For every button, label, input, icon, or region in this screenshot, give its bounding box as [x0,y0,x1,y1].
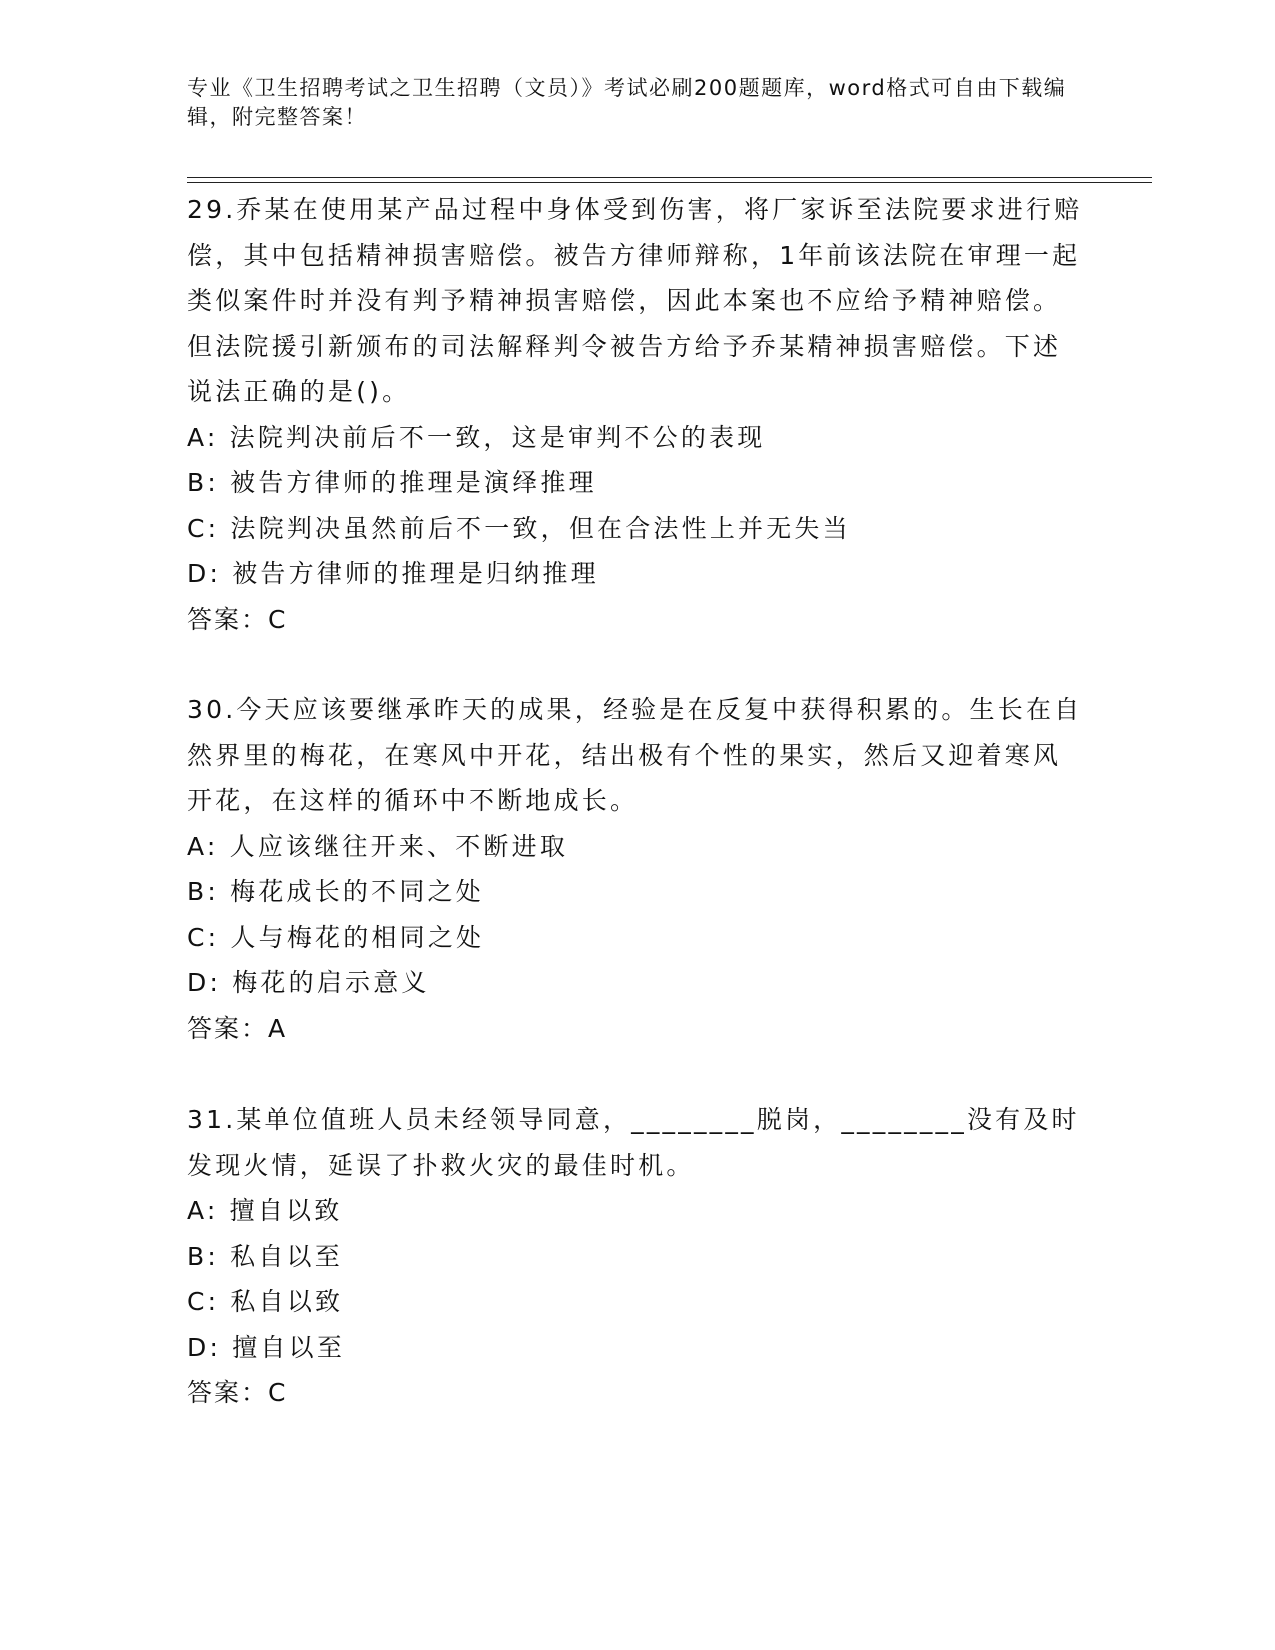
option-c: C: 法院判决虽然前后不一致，但在合法性上并无失当 [187,513,851,543]
option-c: C: 人与梅花的相同之处 [187,922,485,952]
question-30 [187,687,1087,1051]
option-d: D: 被告方律师的推理是归纳推理 [187,559,599,588]
document-header: 专业《卫生招聘考试之卫生招聘（文员）》考试必刷200题题库，word格式可自由下载编辑，附完整答案！ [187,76,1067,129]
header-divider-top [187,177,1152,178]
question-stem: 29.乔某在使用某产品过程中身体受到伤害，将厂家诉至法院要求进行赔偿，其中包括精神损害赔偿。被告方律师辩称，1年前该法院在审理一起类似案件时并没有判予精神损害赔偿，因此本案也不应给予精神赔偿。但法院援引新颁布的司法解释判令被告方给予乔某精神损害赔偿。下述说法正确的是()。 [187,195,1083,406]
option-a: A: 法院判决前后不一致，这是审判不公的表现 [187,422,766,452]
question-stem: 30.今天应该要继承昨天的成果，经验是在反复中获得积累的。生长在自然界里的梅花，在寒风中开花，结出极有个性的果实，然后又迎着寒风开花，在这样的循环中不断地成长。 [187,695,1083,815]
question-29 [187,187,1087,642]
option-b: B: 私自以至 [187,1241,343,1271]
header-divider-bottom [187,182,1152,183]
option-b: B: 被告方律师的推理是演绎推理 [187,468,597,497]
option-d: D: 梅花的启示意义 [187,968,430,997]
question-stem: 31.某单位值班人员未经领导同意，________脱岗，________没有及时发现火情，延误了扑救火灾的最佳时机。 [187,1105,1080,1180]
option-a: A: 人应该继往开来、不断进取 [187,831,569,861]
answer: 答案：C [187,604,288,634]
answer: 答案：C [187,1378,288,1407]
option-b: B: 梅花成长的不同之处 [187,877,484,906]
answer: 答案：A [187,1013,288,1043]
question-31 [187,1097,1087,1416]
option-c: C: 私自以致 [187,1287,344,1316]
option-d: D: 擅自以至 [187,1332,346,1362]
option-a: A: 擅自以致 [187,1196,343,1225]
